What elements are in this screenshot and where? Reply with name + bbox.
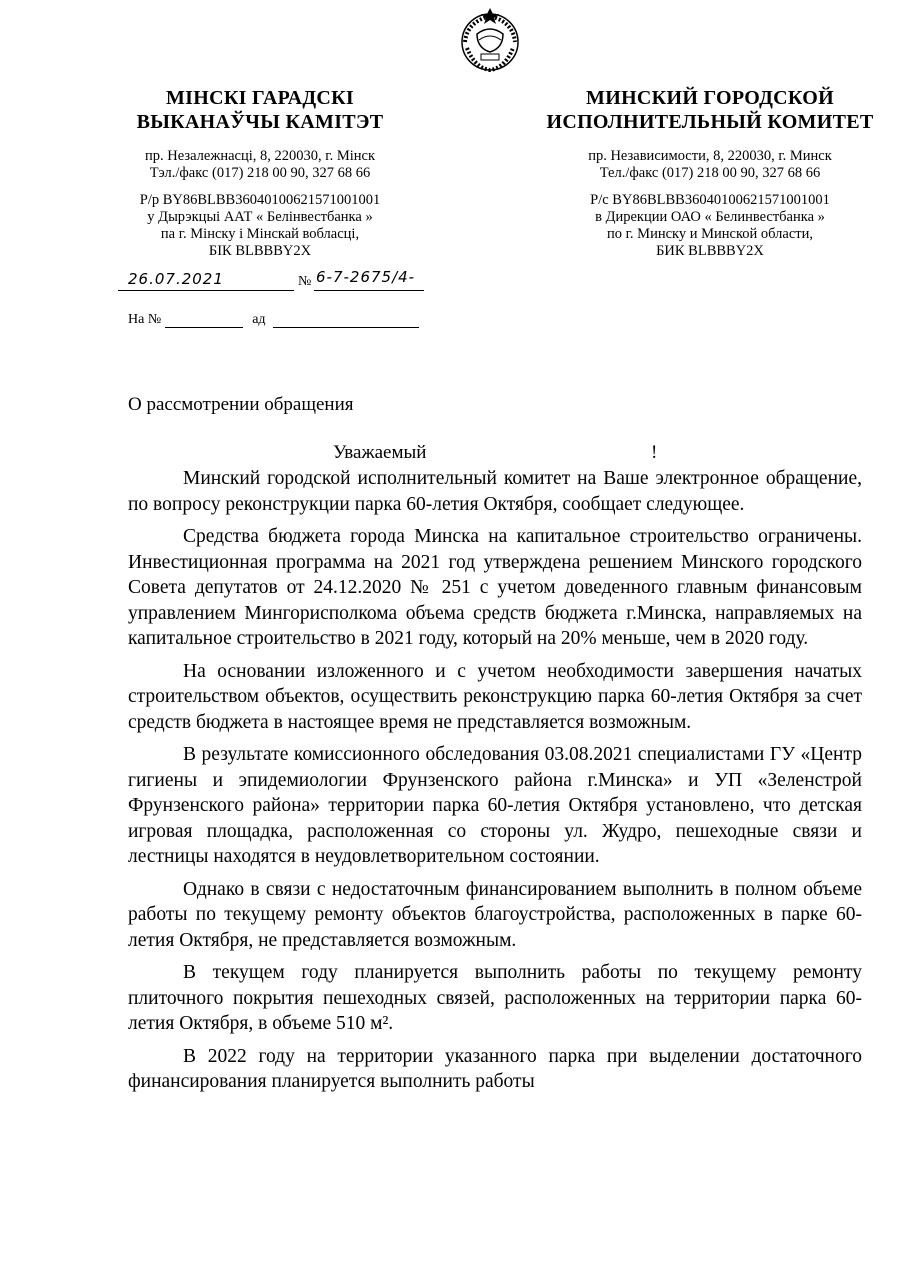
- header-belarusian: [110, 86, 410, 260]
- ad-label: ад: [252, 312, 266, 327]
- na-label: На №: [128, 312, 162, 327]
- number-label: №: [298, 274, 312, 289]
- na-underline: [165, 315, 243, 328]
- paragraph: В 2022 году на территории указанного парка при выделении достаточного финансирования планируется выполнить работы: [128, 1045, 862, 1092]
- account: Р/с BY86BLBB36040100621571001001: [590, 192, 830, 208]
- registration-line: [118, 268, 458, 296]
- paragraph: Однако в связи с недостаточным финансированием выполнить в полном объеме работы по текущему ремонту объектов благоустройства, расположенных в парке 60-летия Октября, не представляется возможным.: [128, 878, 862, 951]
- account: Р/р BY86BLBB36040100621571001001: [139, 192, 381, 208]
- org-name-line2: ВЫКАНАЎЧЫ КАМІТЭТ: [136, 111, 384, 133]
- greeting: [333, 442, 673, 464]
- bank-line1: у Дырэкцыі ААТ « Белінвестбанка »: [147, 209, 373, 225]
- greeting-mark: !: [651, 442, 658, 463]
- date-underline: [118, 290, 294, 291]
- address: пр. Независимости, 8, 220030, г. Минск: [588, 148, 832, 164]
- org-name-line1: МІНСКІ ГАРАДСКІ: [165, 87, 355, 109]
- paragraph: В текущем году планируется выполнить работы по текущему ремонту плиточного покрытия пешеходных связей, расположенных на территории парка 60-летия Октября, в объеме 510 м².: [128, 962, 862, 1034]
- phone: Тэл./факс (017) 218 00 90, 327 68 66: [149, 165, 371, 181]
- bik: БІК BLBBBY2X: [208, 243, 312, 259]
- header-russian: [545, 86, 875, 260]
- paragraph: На основании изложенного и с учетом необходимости завершения начатых строительством объектов, осуществить реконструкцию парка 60-летия Октября за счет средств бюджета в настоящее время не представляется возможным.: [128, 660, 862, 733]
- registration-date: 26.07.2021: [128, 270, 224, 288]
- coat-of-arms-icon: [455, 2, 525, 74]
- reference-line: [128, 312, 419, 328]
- bank-line1: в Дирекции ОАО « Белинвестбанка »: [595, 209, 825, 225]
- bank-line2: по г. Минску и Минской области,: [606, 226, 814, 242]
- address: пр. Незалежнасці, 8, 220030, г. Мінск: [145, 148, 375, 164]
- bank-line2: па г. Мінску і Мінскай вобласці,: [160, 226, 360, 242]
- paragraph: Средства бюджета города Минска на капитальное строительство ограничены. Инвестиционная программа на 2021 год утверждена решением Минского городского Совета депутатов от 24.12.2020 № 251 с учетом доведенного главным финансовым управлением Мингорисполкома объема средств бюджета г.Минска, направляемых на капитальное строительство в 2021 году, который на 20% меньше, чем в 2020 году.: [128, 526, 862, 649]
- ad-underline: [273, 315, 419, 328]
- greeting-word: Уважаемый: [333, 442, 427, 463]
- letter-subject: О рассмотрении обращения: [128, 394, 354, 415]
- phone: Тел./факс (017) 218 00 90, 327 68 66: [599, 165, 821, 181]
- bik: БИК BLBBBY2X: [656, 243, 764, 259]
- number-underline: [314, 290, 424, 291]
- registration-number: 6-7-2675/4-: [316, 268, 416, 286]
- org-name-line1: МИНСКИЙ ГОРОДСКОЙ: [586, 87, 834, 109]
- paragraph: Минский городской исполнительный комитет на Ваше электронное обращение, по вопросу реконструкции парка 60-летия Октября, сообщает следующее.: [128, 468, 862, 515]
- paragraph: В результате комиссионного обследования 03.08.2021 специалистами ГУ «Центр гигиены и эпидемиологии Фрунзенского района г.Минска» и УП «Зеленстрой Фрунзенского района» территории парка 60-летия Октября установлено, что детская игровая площадка, расположенная со стороны ул. Жудро, пешеходные связи и лестницы находятся в неудовлетворительном состоянии.: [128, 744, 862, 867]
- org-name-line2: ИСПОЛНИТЕЛЬНЫЙ КОМИТЕТ: [546, 111, 874, 133]
- letter-body: [128, 466, 862, 1102]
